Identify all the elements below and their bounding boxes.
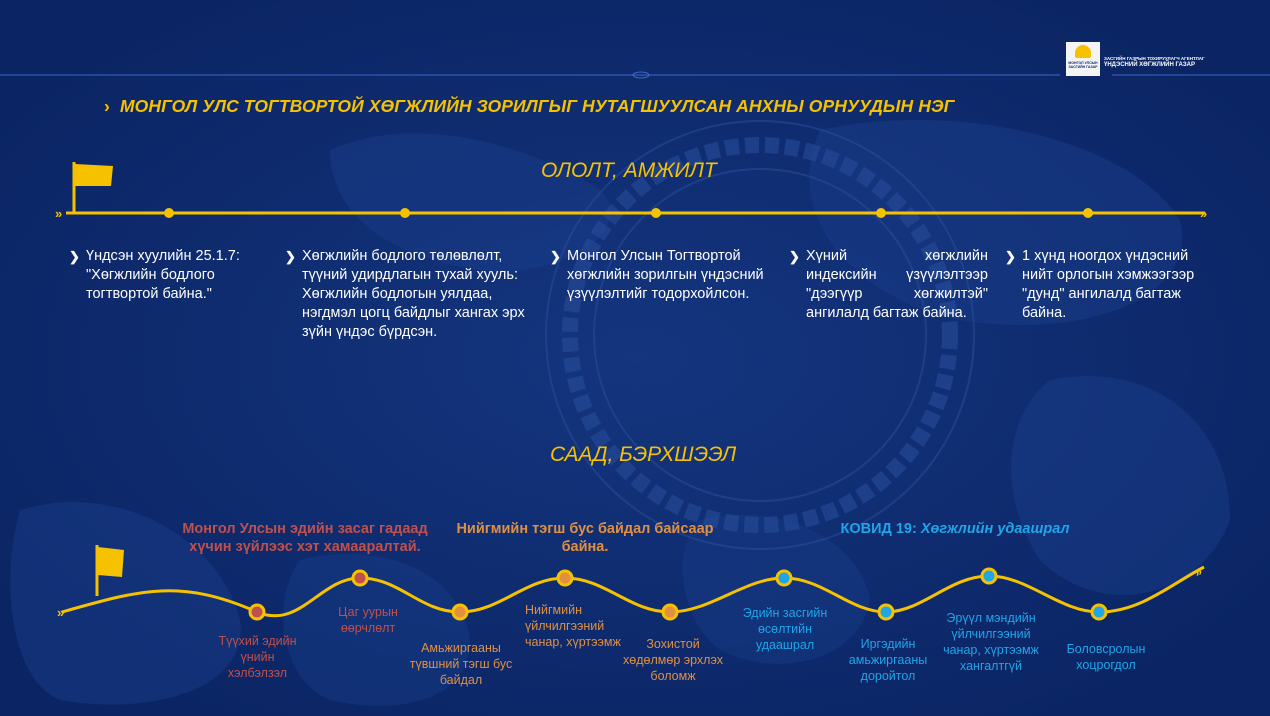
challenge-label: Боловсролын хоцрогдол [1066,642,1146,672]
achievement-item: ❯ Үндсэн хуулийн 25.1.7: "Хөгжлийн бодлого тогтвортой байна." [69,248,240,302]
logo-agency-line: ЗАСГИЙН ГАЗРЫН ТОХИРУУЛАГЧ АГЕНТЛАГ [1104,56,1205,61]
wave-dot [1092,605,1106,619]
challenge-label: Эрүүл мэндийн үйлчилгээний чанар, хүртээмж хангалтгүй [943,611,1039,673]
page-title-text: МОНГОЛ УЛС ТОГТВОРТОЙ ХӨГЖЛИЙН ЗОРИЛГЫГ НУТАГШУУЛСАН АНХНЫ ОРНУУДЫН НЭГ [119,96,955,116]
chevron-right-icon: ❯ [550,249,561,264]
wave-dot [558,571,572,585]
chevron-right-icon: › [104,96,110,116]
logo-badge-text: МОНГОЛ УЛСЫН ЗАСГИЙН ГАЗАР [1068,61,1098,69]
wave-dot [663,605,677,619]
svg-text:»: » [57,605,65,620]
logo-agency-name: ҮНДЭСНИЙ ХӨГЖЛИЙН ГАЗАР [1104,62,1195,68]
svg-text:»: » [1200,206,1208,221]
wave-dot [453,605,467,619]
flag-icon [97,545,124,596]
challenge-label: Цаг уурын өөрчлөлт [338,605,398,635]
challenge-label: Амьжиргааны түвшний тэгш бус байдал [409,641,513,687]
achievement-item: ❯ Хүний хөгжлийн индексийн үзүүлэлтээр "дээгүүр хөгжилтэй" ангилалд багтаж байна. [789,248,988,321]
wave-dot [879,605,893,619]
chevron-right-icon: ❯ [285,249,296,264]
challenge-label: Эдийн засгийн өсөлтийн удаашрал [742,606,828,652]
challenge-label: Нийгмийн үйлчилгээний чанар, хүртээмж [525,603,621,649]
chevron-right-icon: ❯ [69,249,80,264]
challenge-group-header: Монгол Улсын эдийн засаг гадаад хүчин зүйлээс хэт хамааралтай. [182,521,428,555]
challenge-group-header: КОВИД 19: Хөгжлийн удаашрал [840,521,1070,537]
wave-dot [777,571,791,585]
chevron-right-icon: ❯ [789,249,800,264]
challenge-label: Иргэдийн амьжиргааны доройтол [848,637,928,683]
challenges-heading: СААД, БЭРХШЭЭЛ [550,443,737,466]
challenge-group-header: Нийгмийн тэгш бус байдал байсаар байна. [456,521,714,555]
wave-dot [982,569,996,583]
achievement-item: ❯ 1 хүнд ноогдох үндэсний нийт орлогын хэмжээгээр "дунд" ангилалд багтаж байна. [1005,248,1195,321]
chevron-right-icon: ❯ [1005,249,1016,264]
svg-text:»: » [1191,563,1205,580]
challenge-label: Зохистой хөдөлмөр эрхлэх боломж [623,637,723,683]
achievements-heading: ОЛОЛТ, АМЖИЛТ [541,159,717,182]
challenge-label: Түүхий эдийн үнийн хэлбэлзэл [218,634,297,680]
svg-text:»: » [55,206,63,221]
wave-dot [250,605,264,619]
achievement-item: ❯ Монгол Улсын Тогтвортой хөгжлийн зорилгын үндэсний үзүүлэлтийг тодорхойлсон. [550,248,764,302]
wave-dot [353,571,367,585]
achievement-item: ❯ Хөгжлийн бодлого төлөвлөлт, түүний удирдлагын тухай хууль: Хөгжлийн бодлогын уялдаа, нэгдмэл цогц байдлыг хангах эрх зүйн үндэс бүрдсэн. [285,248,525,340]
